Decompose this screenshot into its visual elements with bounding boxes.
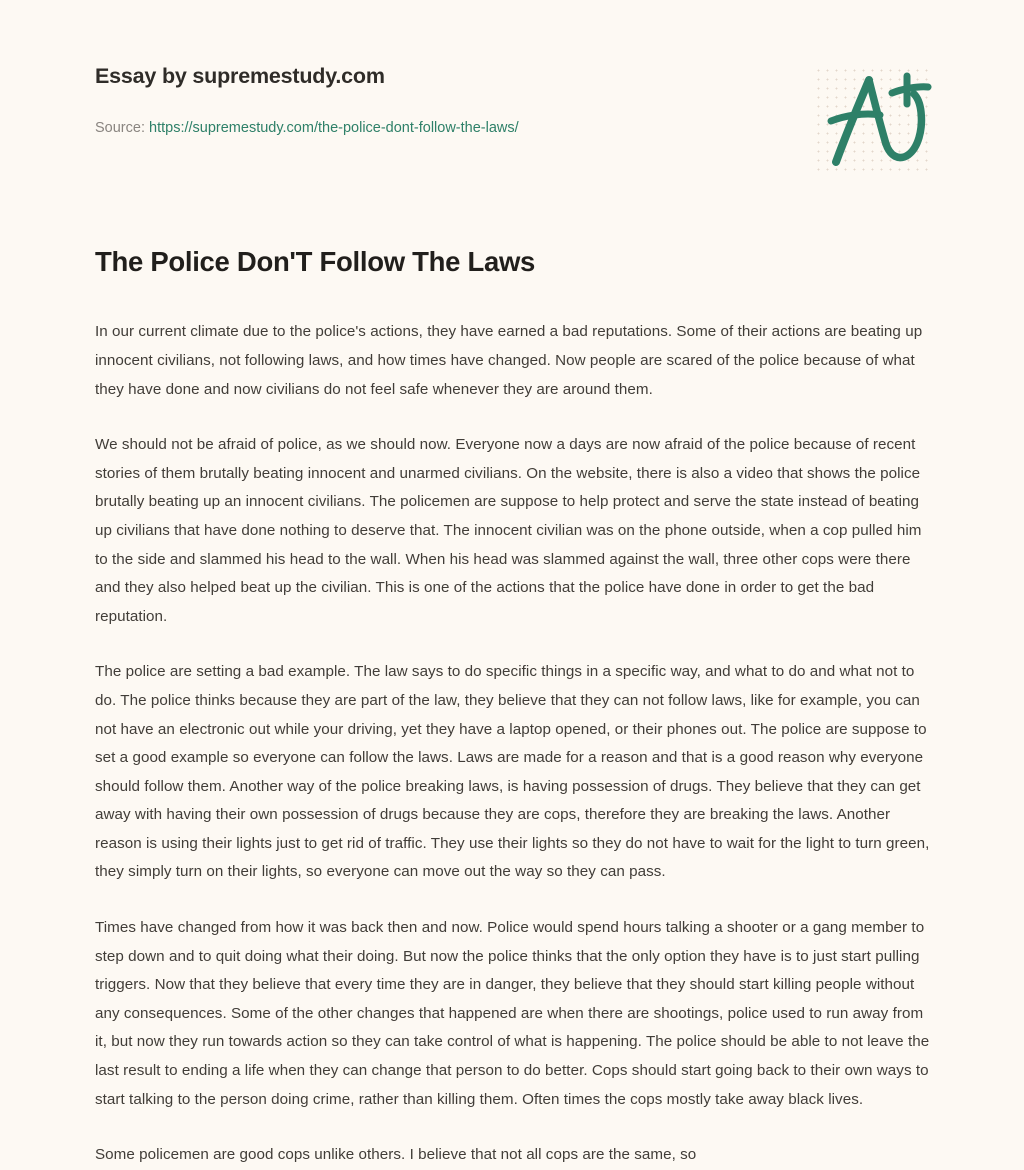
source-line: [95, 120, 519, 136]
article: [95, 245, 931, 1170]
page-header: [0, 0, 1024, 200]
article-paragraph: In our current climate due to the police's actions, they have earned a bad reputations. Some of their actions are beating up innocent civilians, not following laws, and how times have changed. Now people are scared of the police because of what they have done and now civilians do not feel safe whenever they are around them.: [95, 323, 923, 398]
brand-byline: Essay by supremestudy.com: [95, 64, 385, 88]
source-url-link[interactable]: https://supremestudy.com/the-police-dont-follow-the-laws/: [149, 120, 519, 136]
a-plus-logo: [806, 62, 940, 178]
article-paragraph: Some policemen are good cops unlike others. I believe that not all cops are the same, so: [95, 1146, 697, 1164]
article-body: [95, 318, 931, 1169]
source-label: Source:: [95, 120, 145, 136]
article-paragraph: The police are setting a bad example. The law says to do specific things in a specific way, and what to do and what not to do. The police thinks because they are part of the law, they believe that they can not follow laws, like for example, you can not have an electronic out while your driving, yet they have a laptop opened, or their phones out. The police are suppose to set a good example so everyone can follow the laws. Laws are made for a reason and that is a good reason why everyone should follow them. Another way of the police breaking laws, is having possession of drugs. They believe that they can get away with having their own possession of drugs because they are cops, therefore they are breaking the laws. Another reason is using their lights just to get rid of traffic. They use their lights so they do not have to wait for the light to turn green, they simply turn on their lights, so everyone can move out the way so they can pass.: [95, 663, 930, 881]
article-paragraph: Times have changed from how it was back then and now. Police would spend hours talking a shooter or a gang member to step down and to quit doing what their doing. But now the police thinks that the only option they have is to just start pulling triggers. Now that they believe that every time they are in danger, they believe that they should start killing people without any consequences. Some of the other changes that happened are when there are shootings, police used to run away from it, but now they run towards action so they can take control of what is happening. The police should be able to not leave the last result to ending a life when they can change that person to do better. Cops should start going back to their own ways to start talking to the person doing crime, rather than killing them. Often times the cops mostly take away black lives.: [95, 919, 930, 1108]
article-paragraph: We should not be afraid of police, as we should now. Everyone now a days are now afraid of the police because of recent stories of them brutally beating innocent and unarmed civilians. On the website, there is also a video that shows the police brutally beating up an innocent civilians. The policemen are suppose to help protect and serve the state instead of beating up civilians that have done nothing to deserve that. The innocent civilian was on the phone outside, when a cop pulled him to the side and slammed his head to the wall. When his head was slammed against the wall, three other cops were there and they also helped beat up the civilian. This is one of the actions that the police have done in order to get the bad reputation.: [95, 436, 922, 625]
a-plus-logo-icon: [806, 62, 940, 178]
article-title: The Police Don'T Follow The Laws: [95, 246, 536, 277]
